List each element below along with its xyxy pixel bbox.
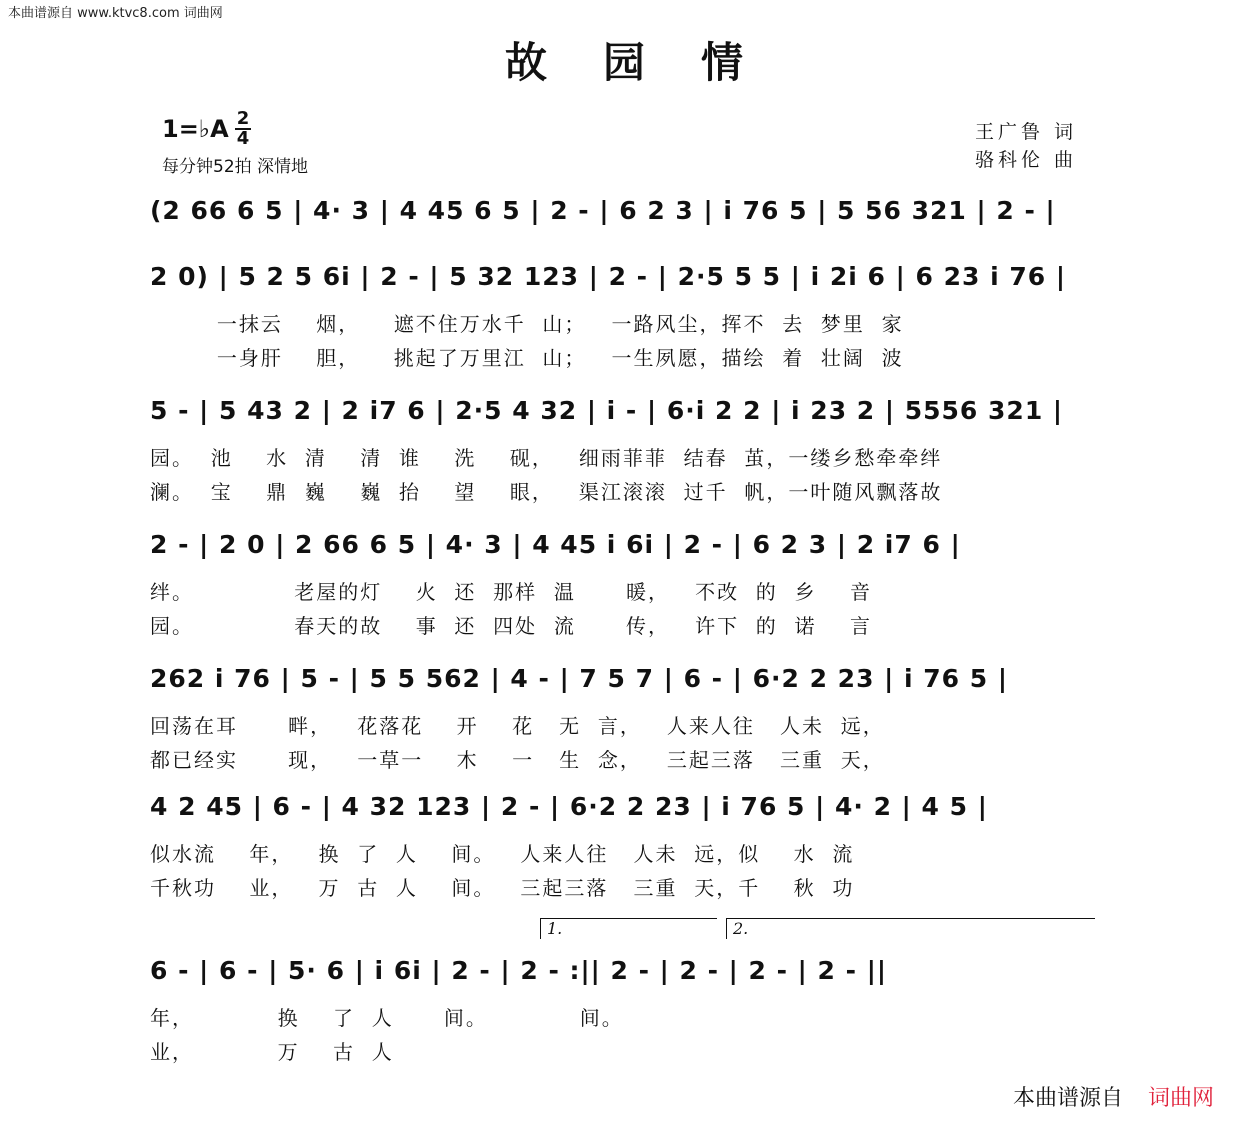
lyric-verse-2: 澜。 宝 鼎 巍 巍 抬 望 眼， 渠江滚滚 过千 帆，一叶随风飘落故 — [150, 480, 943, 504]
notation-line: 5 - | 5 43 2 | 2 i7 6 | 2·5 4 32 | i - | 6·i 2 2 | i 23 2 | 5556 321 | — [150, 396, 1064, 425]
lyric-verse-1: 一抹云 烟， 遮不住万水千 山； 一路风尘，挥不 去 梦里 家 — [150, 312, 904, 336]
notation-line: (2 66 6 5 | 4· 3 | 4 45 6 5 | 2 - | 6 2 3 | i 76 5 | 5 56 321 | 2 - | — [150, 196, 1056, 225]
key-signature — [162, 110, 251, 148]
lyric-verse-2: 都已经实 现， 一草一 木 一 生 念， 三起三落 三重 天， — [150, 748, 885, 772]
lyric-verse-1: 年， 换 了 人 间。 间。 — [150, 1006, 624, 1030]
notation-line: 2 0) | 5 2 5 6i | 2 - | 5 32 123 | 2 - | 2·5 5 5 | i 2i 6 | 6 23 i 76 | — [150, 262, 1066, 291]
notation-line: 262 i 76 | 5 - | 5 5 562 | 4 - | 7 5 7 | 6 - | 6·2 2 23 | i 76 5 | — [150, 664, 1008, 693]
volta-first-ending: 1. — [540, 918, 717, 939]
time-signature-bottom: 4 — [236, 128, 250, 149]
score-system-2 — [150, 256, 1100, 376]
brand-site-link[interactable]: 词曲网 — [1147, 1086, 1214, 1111]
score-system-3 — [150, 390, 1100, 510]
lyric-verse-1: 回荡在耳 畔， 花落花 开 花 无 言， 人来人往 人未 远， — [150, 714, 885, 738]
lyric-verse-2: 一身肝 胆， 挑起了万里江 山； 一生夙愿，描绘 着 壮阔 波 — [150, 346, 904, 370]
lyric-verse-1: 绊。 老屋的灯 火 还 那样 温 暖， 不改 的 乡 音 — [150, 580, 872, 604]
composer: 骆科伦 曲 — [975, 149, 1078, 171]
lyric-verse-1: 似水流 年， 换 了 人 间。 人来人往 人未 远，似 水 流 — [150, 842, 855, 866]
brand-source-label: 本曲谱源自 — [1012, 1086, 1123, 1111]
source-watermark: 本曲谱源自 www.ktvc8.com 词曲网 — [8, 6, 223, 21]
score-system-1 — [150, 190, 1100, 240]
song-title: 故园情 — [504, 38, 799, 87]
score-system-4 — [150, 524, 1100, 644]
score-system-5 — [150, 658, 1100, 778]
lyric-verse-2: 业， 万 古 人 — [150, 1040, 394, 1064]
time-signature — [235, 110, 252, 148]
tempo-marking: 每分钟52拍 深情地 — [162, 157, 309, 177]
lyric-verse-2: 千秋功 业， 万 古 人 间。 三起三落 三重 天，千 秋 功 — [150, 876, 855, 900]
notation-line: 2 - | 2 0 | 2 66 6 5 | 4· 3 | 4 45 i 6i | 2 - | 6 2 3 | 2 i7 6 | — [150, 530, 961, 559]
lyric-verse-1: 园。 池 水 清 清 谁 洗 砚， 细雨菲菲 结春 茧，一缕乡愁牵牵绊 — [150, 446, 943, 470]
notation-line: 4 2 45 | 6 - | 4 32 123 | 2 - | 6·2 2 23 | i 76 5 | 4· 2 | 4 5 | — [150, 792, 988, 821]
lyric-verse-2: 园。 春天的故 事 还 四处 流 传， 许下 的 诺 言 — [150, 614, 872, 638]
key-label: 1=♭A — [162, 115, 229, 143]
lyricist: 王广鲁 词 — [975, 121, 1078, 143]
notation-line: 6 - | 6 - | 5· 6 | i 6i | 2 - | 2 - :|| 2 - | 2 - | 2 - | 2 - || — [150, 956, 887, 985]
time-signature-top: 2 — [236, 108, 250, 129]
source-brand — [1013, 1081, 1214, 1112]
score-system-7 — [150, 950, 1100, 1070]
credits — [975, 118, 1077, 174]
volta-second-ending: 2. — [726, 918, 1095, 939]
score-system-6 — [150, 786, 1100, 906]
